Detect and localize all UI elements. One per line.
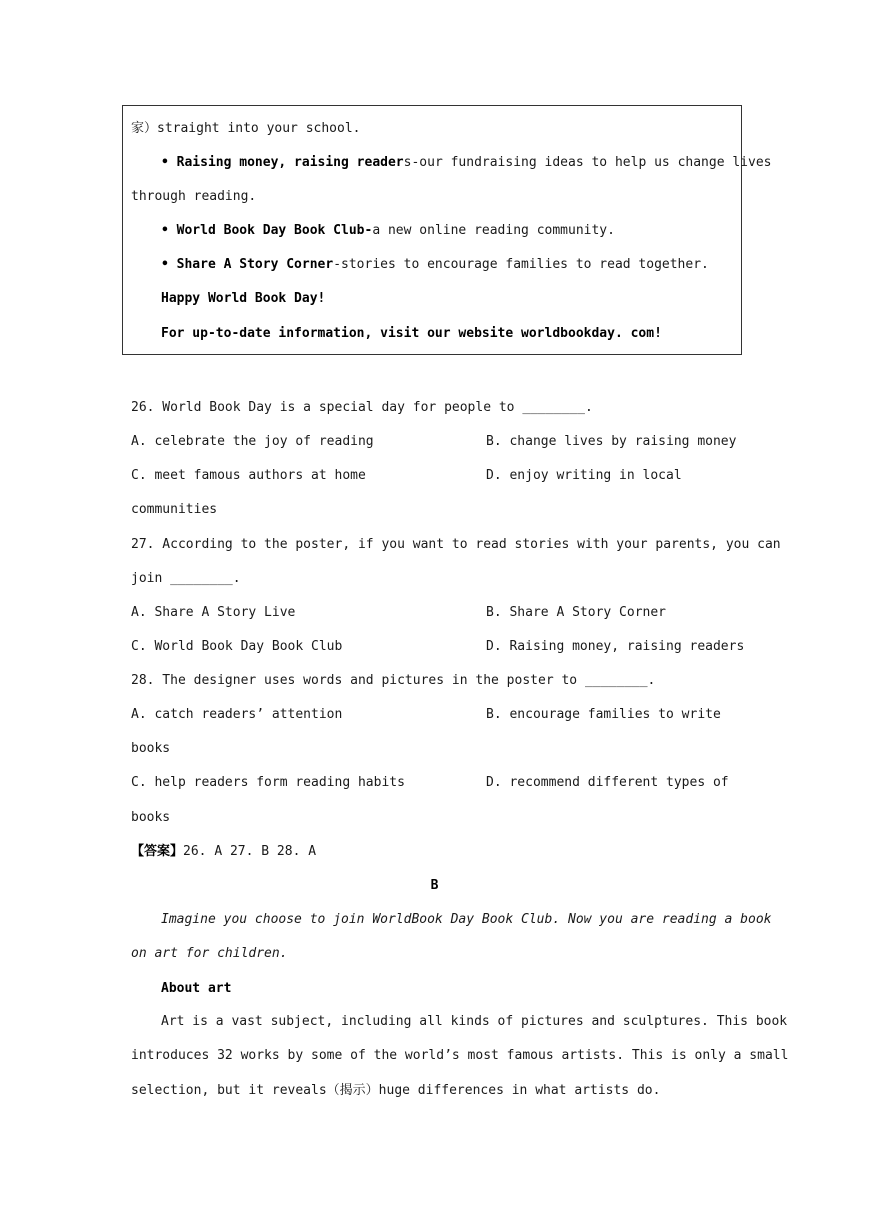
bullet-text: s-our fundraising ideas to help us change lives [403,155,772,170]
bullet-text: a new online reading community. [372,223,615,238]
poster-info: For up-to-date information, visit our website worldbookday. com! [161,326,662,341]
question-28-option-a: A. catch readers’ attention [131,707,343,722]
question-28-option-d-continuation: books [131,810,171,825]
article-paragraph-line: Art is a vast subject, including all kinds of pictures and sculptures. This book [161,1014,788,1029]
question-27-option-c: C. World Book Day Book Club [131,639,343,654]
bullet-text: through reading. [131,189,257,204]
question-28-stem: 28. The designer uses words and pictures in the poster to ________. [131,673,656,688]
bullet-title: • Share A Story Corner [161,257,334,272]
question-26-option-d-continuation: communities [131,502,218,517]
question-27-stem: 27. According to the poster, if you want to read stories with your parents, you can [131,537,781,552]
article-subheading: About art [161,981,232,996]
question-27-stem-continuation: join ________. [131,571,241,586]
bullet-text: -stories to encourage families to read together. [333,257,709,272]
answer-label: 【答案】 [131,844,184,859]
question-26-option-d: D. enjoy writing in local [486,468,682,483]
question-28-option-b-continuation: books [131,741,171,756]
section-intro: Imagine you choose to join WorldBook Day Book Club. Now you are reading a book [161,912,772,927]
answer-key [131,843,316,861]
poster-bullet-fundraising [161,154,772,172]
poster-text: 家）straight into your school. [131,121,361,136]
question-28-option-c: C. help readers form reading habits [131,775,405,790]
poster-line [131,120,361,138]
question-26-option-c: C. meet famous authors at home [131,468,366,483]
poster-greeting: Happy World Book Day! [161,291,326,306]
question-27-option-b: B. Share A Story Corner [486,605,667,620]
question-26-stem: 26. World Book Day is a special day for people to ________. [131,400,593,415]
question-27-option-d: D. Raising money, raising readers [486,639,745,654]
question-26-option-b: B. change lives by raising money [486,434,737,449]
section-intro-continuation: on art for children. [131,946,288,961]
bullet-title: • World Book Day Book Club- [161,223,373,238]
poster-bullet-continuation [131,188,256,206]
article-paragraph-line: selection, but it reveals（揭示）huge differences in what artists do. [131,1083,661,1098]
poster-bullet-story-corner [161,256,709,274]
article-paragraph-line: introduces 32 works by some of the world’s most famous artists. This is only a small [131,1048,789,1063]
poster-bullet-book-club [161,222,615,240]
section-heading: B [430,878,439,893]
answer-text: 26. A 27. B 28. A [183,844,317,859]
question-27-option-a: A. Share A Story Live [131,605,296,620]
question-28-option-d: D. recommend different types of [486,775,729,790]
question-28-option-b: B. encourage families to write [486,707,721,722]
question-26-option-a: A. celebrate the joy of reading [131,434,374,449]
bullet-title: • Raising money, raising reader [161,155,404,170]
